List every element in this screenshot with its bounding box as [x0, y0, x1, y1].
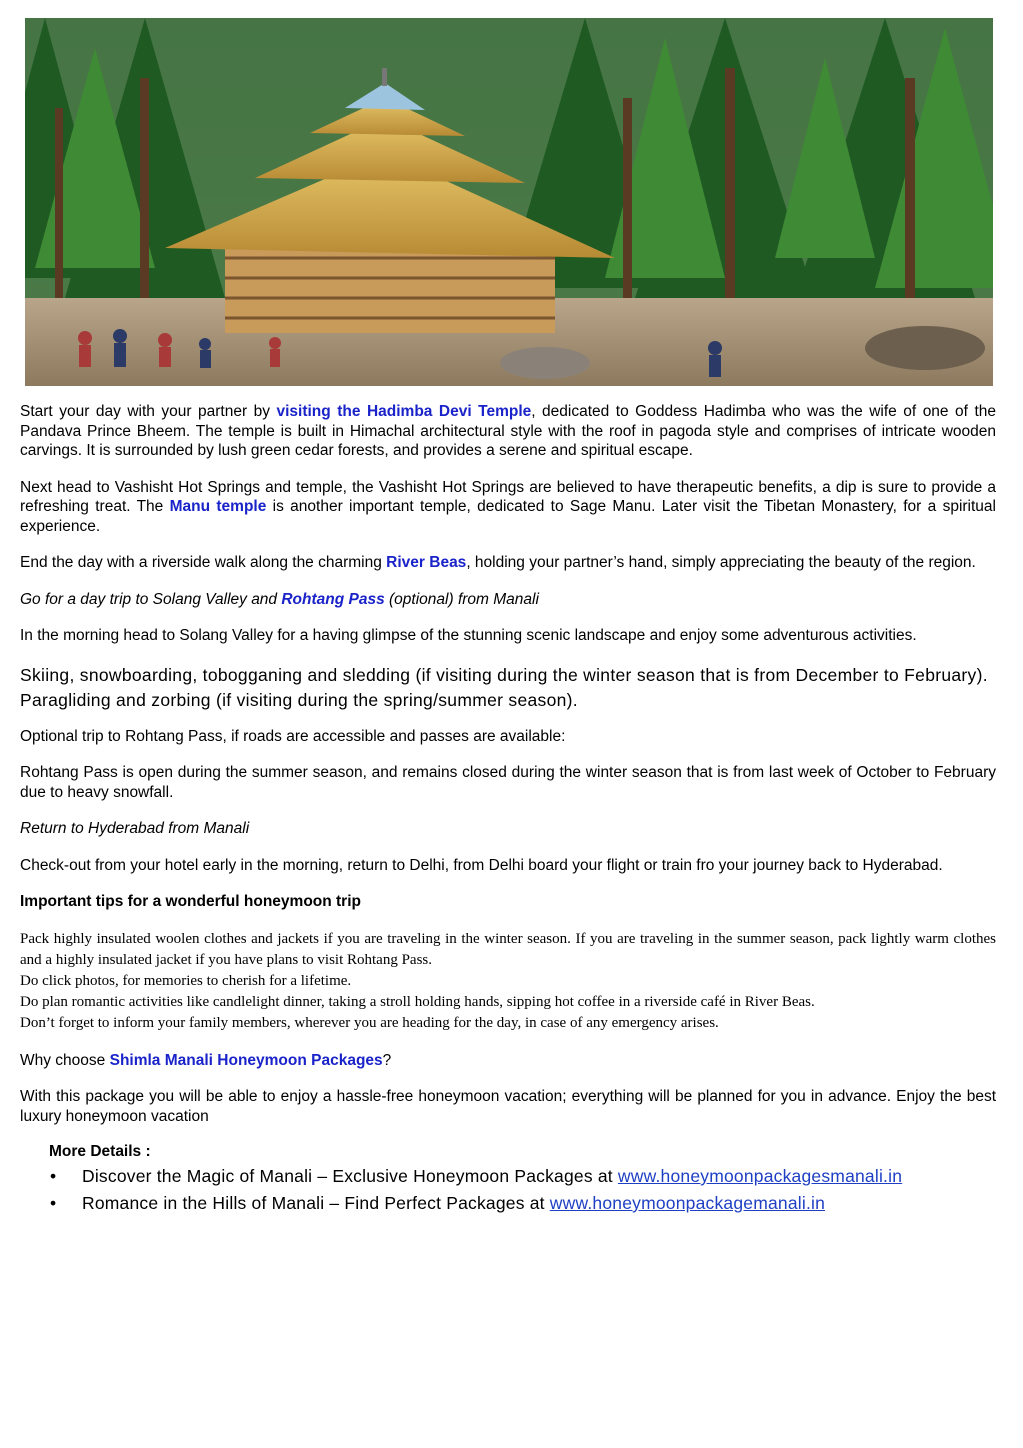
links-list: [20, 1163, 996, 1217]
paragraph-solang: In the morning head to Solang Valley for a having glimpse of the stunning scenic landscape and enjoy some adventurous activities.: [20, 627, 917, 644]
hadimba-temple-image: [25, 18, 993, 386]
paragraph-river-beas: [20, 553, 996, 573]
text: Romance in the Hills of Manali – Find Perfect Packages at: [82, 1193, 550, 1213]
paragraph-checkout: Check-out from your hotel early in the morning, return to Delhi, from Delhi board your flight or train fro your journey back to Hyderabad.: [20, 856, 943, 874]
text: (optional) from Manali: [384, 590, 539, 608]
text: , dedicated to Goddess Hadimba who was the wife of one of the Pandava Prince Bheem. The temple is built in Himachal architectural style with the roof in pagoda style and comprises of intricate wooden carvings. It is surrounded by lush green cedar forests, and provides a serene and spiritual escape.: [20, 403, 996, 459]
text: , holding your partner’s hand, simply appreciating the beauty of the region.: [466, 554, 976, 571]
return-title: Return to Hyderabad from Manali: [20, 820, 250, 837]
text: Why choose: [20, 1051, 110, 1069]
tip-item: Pack highly insulated woolen clothes and jackets if you are traveling in the winter season. If you are traveling in the summer season, pack lightly warm clothes and a highly insulated jacket if you have plans to visit Rohtang Pass.: [20, 930, 996, 968]
tip-item: Do plan romantic activities like candlelight dinner, taking a stroll holding hands, sipping hot coffee in a riverside café in River Beas.: [20, 993, 815, 1010]
manu-temple-link[interactable]: Manu temple: [169, 498, 267, 515]
more-details-label: More Details :: [49, 1143, 151, 1160]
text: Next head to Vashisht Hot Springs and temple, the Vashisht Hot Springs are believed to have therapeutic benefits, a dip is sure to provide a refreshing treat. The: [20, 478, 996, 515]
tip-item: Don’t forget to inform your family members, wherever you are heading for the day, in case of any emergency arises.: [20, 1014, 719, 1031]
tips-heading: Important tips for a wonderful honeymoon trip: [20, 893, 361, 910]
text: Discover the Magic of Manali – Exclusive Honeymoon Packages at: [82, 1166, 618, 1186]
day-trip-title: [20, 590, 996, 610]
text: End the day with a riverside walk along the charming: [20, 554, 387, 571]
why-choose: [20, 1051, 996, 1071]
text: Start your day with your partner by: [20, 403, 277, 420]
paragraph-vashisht: [20, 478, 996, 537]
paragraph-hadimba: [20, 402, 996, 461]
list-item: [20, 1190, 996, 1217]
temple-photo: [25, 18, 993, 386]
activities-list: [20, 663, 996, 713]
hadimba-temple-link[interactable]: visiting the Hadimba Devi Temple: [276, 403, 532, 420]
paragraph-optional-trip: Optional trip to Rohtang Pass, if roads are accessible and passes are available:: [20, 727, 566, 745]
paragraph-package: With this package you will be able to enjoy a hassle-free honeymoon vacation; everything will be planned for you in advance. Enjoy the best luxury honeymoon vacation: [20, 1088, 996, 1125]
honeymoonpackagemanali-link[interactable]: www.honeymoonpackagemanali.in: [549, 1193, 826, 1213]
honeymoonpackagesmanali-link[interactable]: www.honeymoonpackagesmanali.in: [617, 1166, 903, 1186]
paragraph-rohtang: Rohtang Pass is open during the summer season, and remains closed during the winter season that is from last week of October to February due to heavy snowfall.: [20, 764, 996, 801]
river-beas-link[interactable]: River Beas: [386, 554, 467, 571]
text: Go for a day trip to Solang Valley and: [20, 590, 282, 608]
list-item: [20, 1163, 996, 1190]
activity-item: Paragliding and zorbing (if visiting during the spring/summer season).: [20, 689, 578, 710]
tips-list: [20, 929, 996, 1034]
bullet-icon: •: [50, 1166, 57, 1186]
activity-item: Skiing, snowboarding, tobogganing and sledding (if visiting during the winter season that is from December to February).: [20, 664, 988, 685]
text: ?: [382, 1051, 392, 1069]
rohtang-pass-link[interactable]: Rohtang Pass: [281, 590, 385, 608]
bullet-icon: •: [50, 1193, 57, 1213]
packages-link[interactable]: Shimla Manali Honeymoon Packages: [109, 1051, 383, 1069]
tip-item: Do click photos, for memories to cherish for a lifetime.: [20, 972, 352, 989]
article-body: [20, 402, 996, 1217]
text: is another important temple, dedicated to Sage Manu. Later visit the Tibetan Monastery, for a spiritual experience.: [20, 498, 996, 535]
